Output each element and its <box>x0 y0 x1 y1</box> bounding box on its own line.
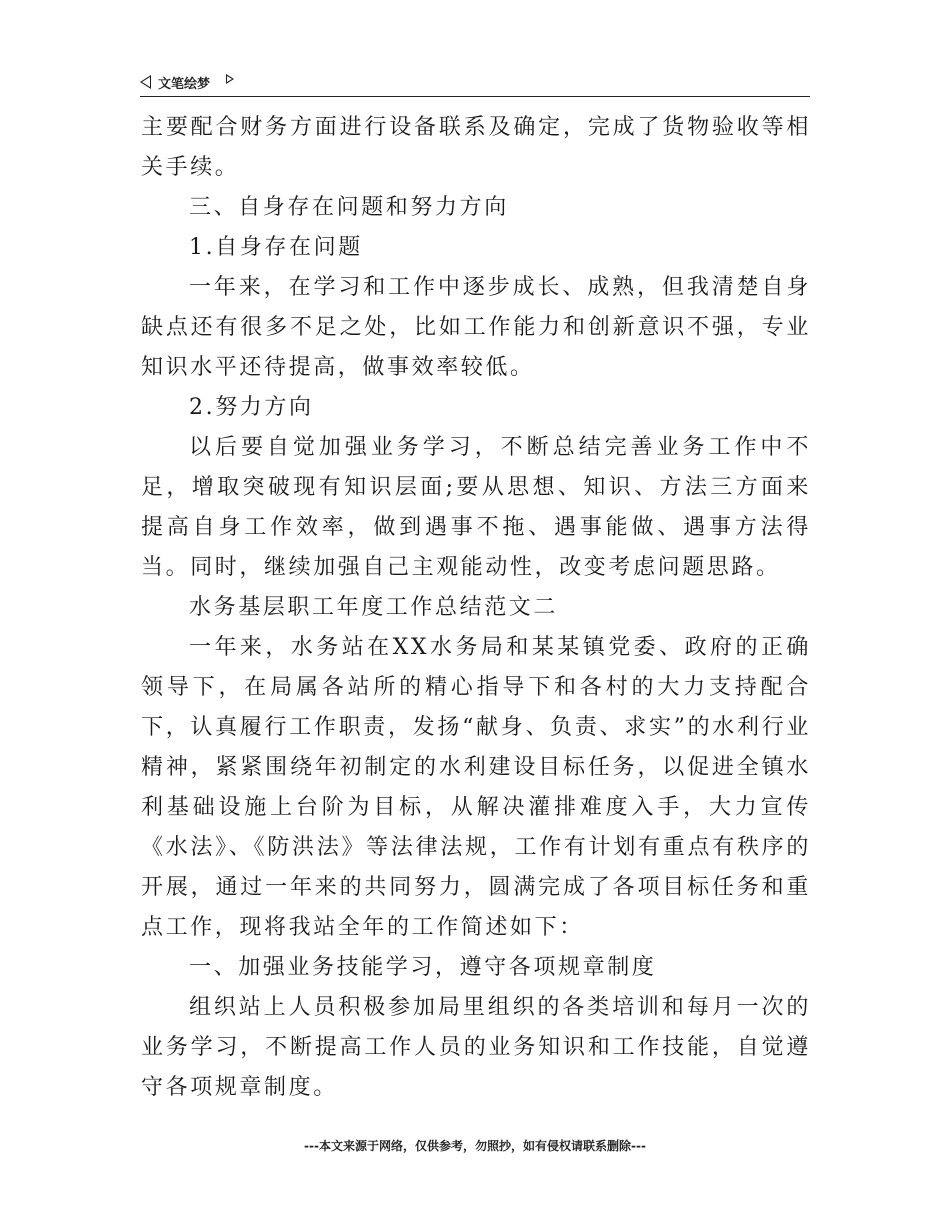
triangle-right-icon <box>226 74 234 84</box>
page-header <box>140 70 810 97</box>
paragraph: 组织站上人员积极参加局里组织的各类培训和每月一次的业务学习，不断提高工作人员的业务知识和工作技能，自觉遵守各项规章制度。 <box>141 995 811 1100</box>
section-heading: 一、加强业务技能学习，遵守各项规章制度 <box>189 955 657 980</box>
paragraph: 主要配合财务方面进行设备联系及确定，完成了货物验收等相关手续。 <box>141 115 811 180</box>
header-brand: 文笔绘梦 <box>158 77 211 92</box>
triangle-left-icon <box>140 75 151 89</box>
document-body <box>141 108 811 1108</box>
subsection-heading: 2.努力方向 <box>189 395 314 420</box>
paragraph: 一年来，水务站在XX水务局和某某镇党委、政府的正确领导下，在局属各站所的精心指导下和各村的大力支持配合下，认真履行工作职责，发扬“献身、负责、求实”的水利行业精神，紧紧围绕年初制定的水利建设目标任务，以促进全镇水利基础设施上台阶为目标，从解决灌排难度入手，大力宣传《水法》、《防洪法》等法律法规，工作有计划有重点有秩序的开展，通过一年来的共同努力，圆满完成了各项目标任务和重点工作，现将我站全年的工作简述如下： <box>141 635 811 940</box>
section-heading: 三、自身存在问题和努力方向 <box>189 195 509 220</box>
footer-disclaimer: ---本文来源于网络，仅供参考，勿照抄，如有侵权请联系删除--- <box>304 1139 646 1153</box>
paragraph: 以后要自觉加强业务学习，不断总结完善业务工作中不足，增取突破现有知识层面;要从思想、知识、方法三方面来提高自身工作效率，做到遇事不拖、遇事能做、遇事方法得当。同时，继续加强自己主观能动性，改变考虑问题思路。 <box>141 435 811 580</box>
subsection-heading: 1.自身存在问题 <box>189 235 363 260</box>
paragraph: 一年来，在学习和工作中逐步成长、成熟，但我清楚自身缺点还有很多不足之处，比如工作能力和创新意识不强，专业知识水平还待提高，做事效率较低。 <box>141 275 811 380</box>
document-subtitle: 水务基层职工年度工作总结范文二 <box>189 595 559 620</box>
